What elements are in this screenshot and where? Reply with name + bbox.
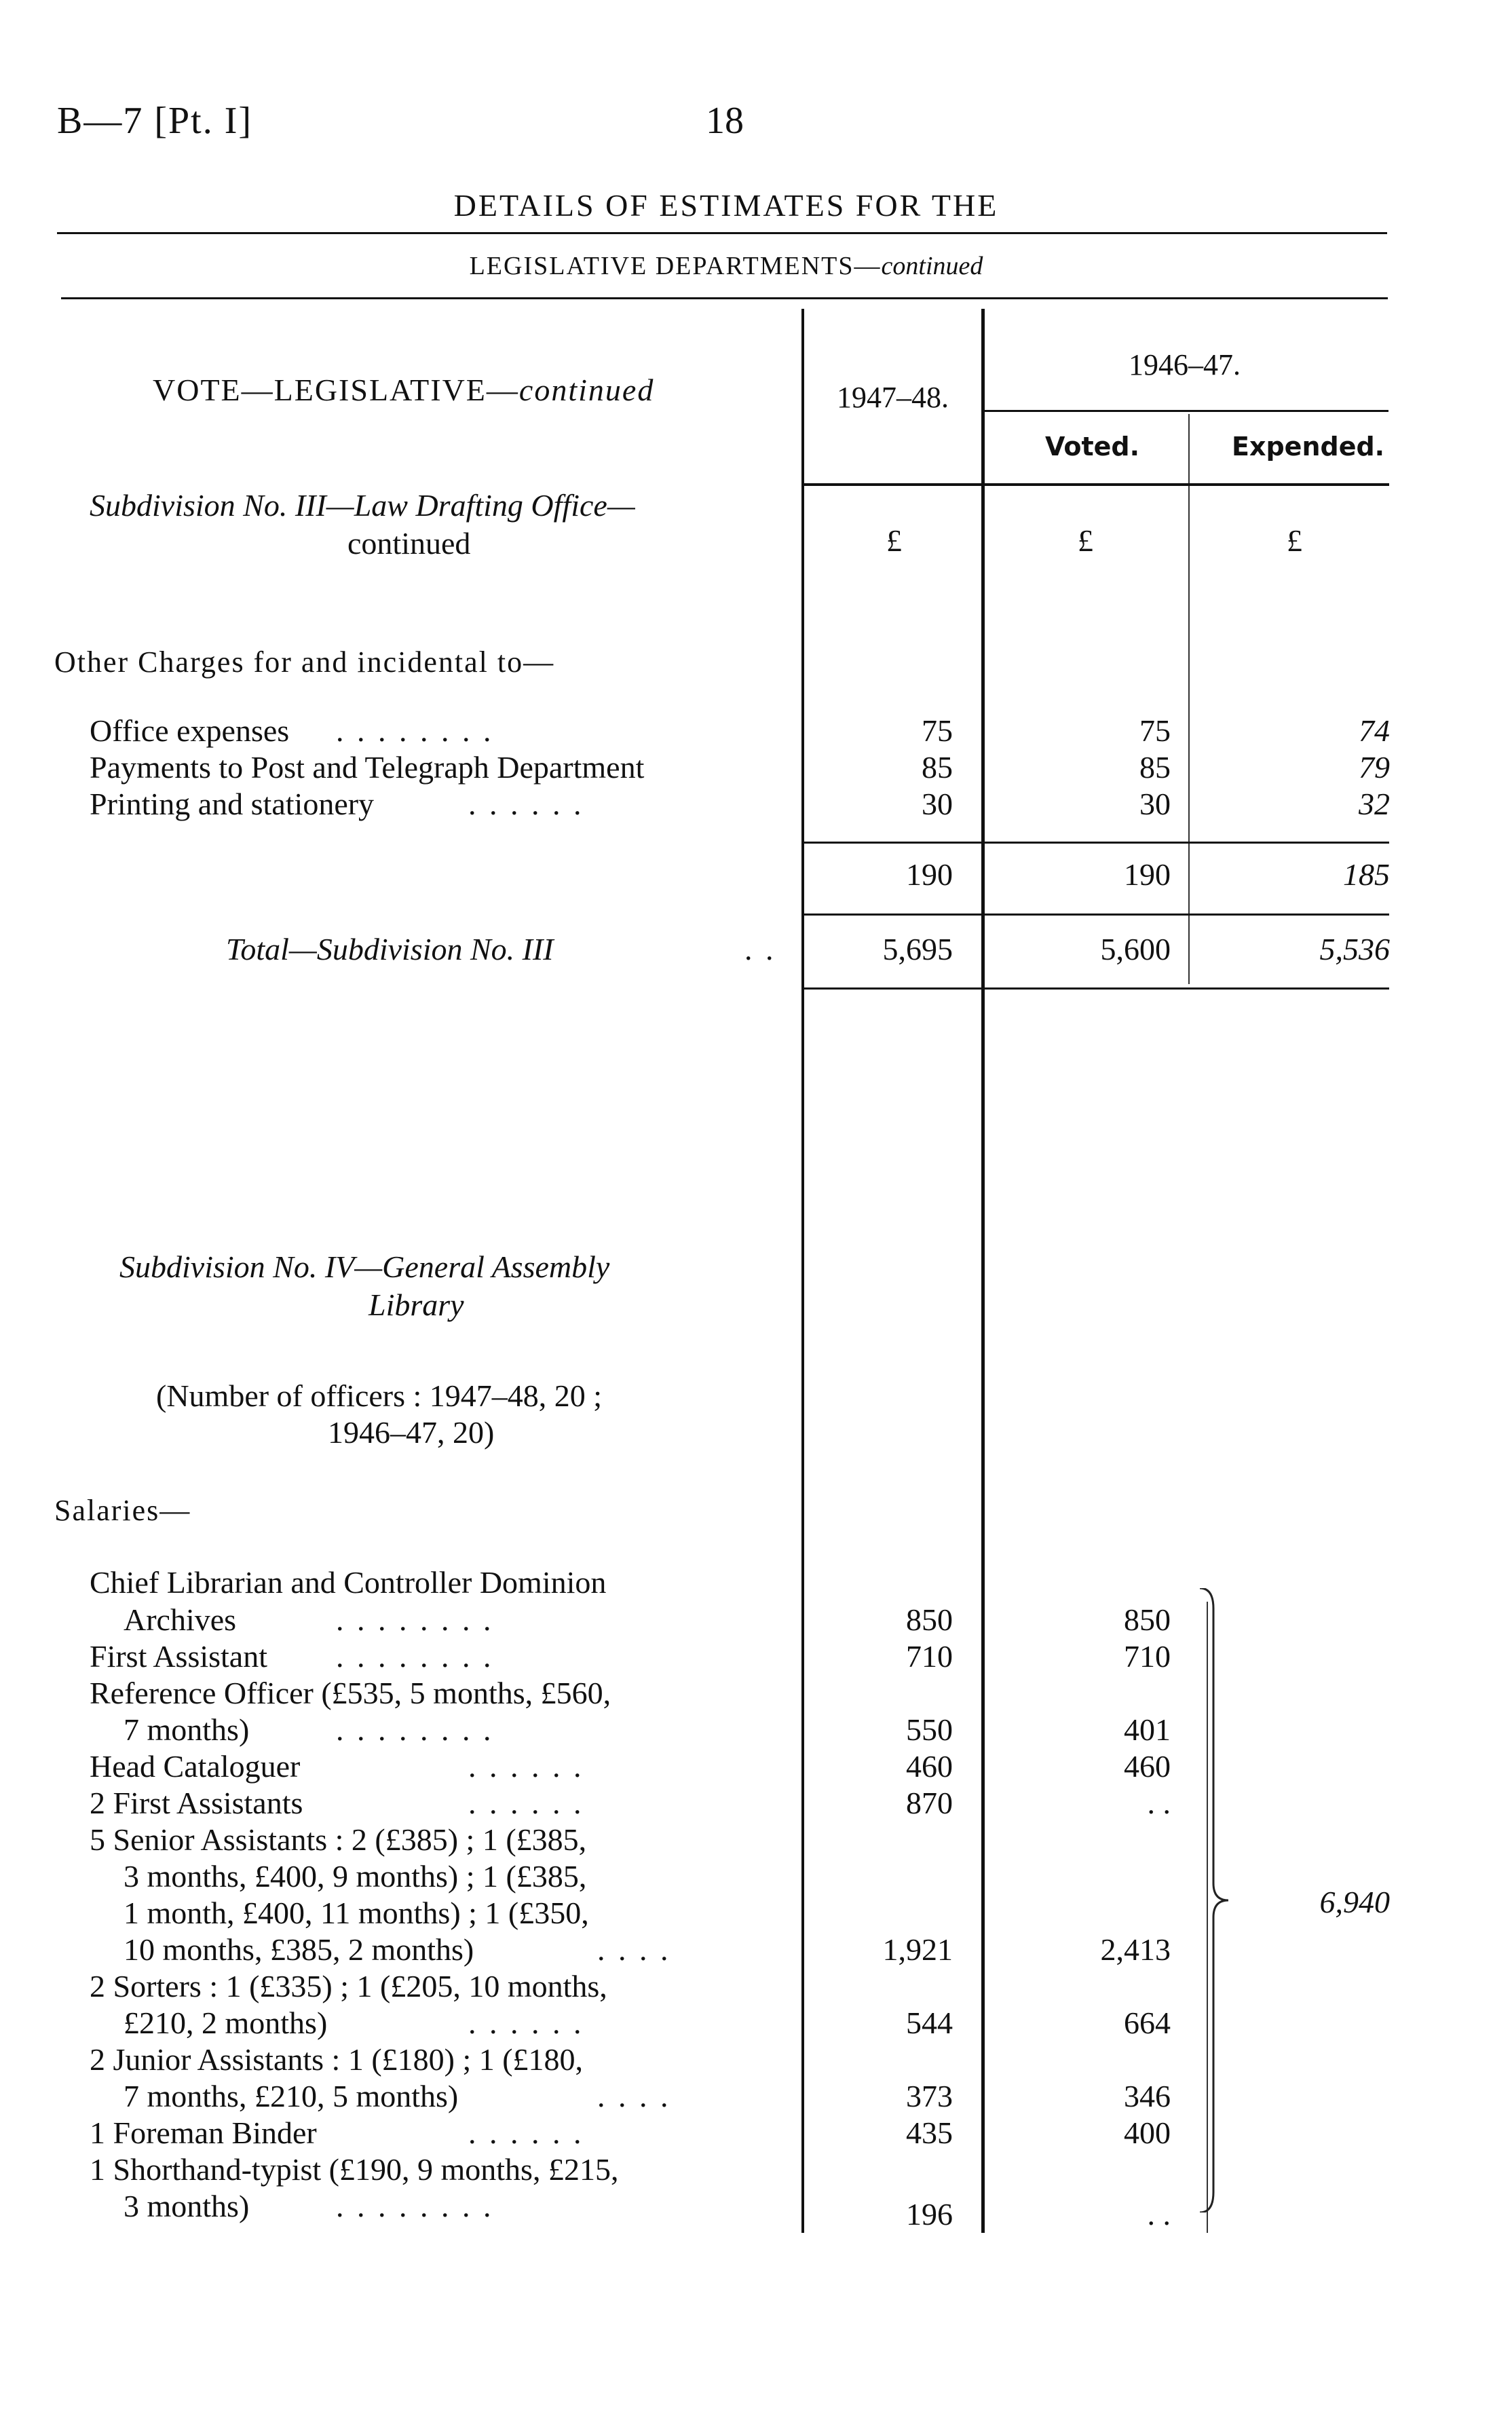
voted-heading: Voted. [1045,432,1140,462]
value-1947: 460 [906,1749,953,1784]
currency-expended: £ [1287,523,1302,558]
currency-voted: £ [1078,523,1093,558]
salary-line: 10 months, £385, 2 months) [124,1932,474,1967]
salary-line: 2 Sorters : 1 (£335) ; 1 (£205, 10 months, [90,1969,607,2003]
leader-dots: . . . . . . [468,787,584,821]
currency-1947: £ [886,523,902,558]
col-1947-heading: 1947–48. [837,381,949,414]
leader-dots: . . . . . . [468,2006,584,2040]
leader-dots: . . . . [597,2079,671,2113]
subtitle-rule [61,297,1388,299]
total-1947: 5,695 [882,932,953,966]
page-number: 18 [706,100,744,142]
salary-line: £210, 2 months) [124,2006,328,2040]
value-1947: 544 [906,2006,953,2040]
value-expended: 79 [1359,750,1390,785]
value-voted: . . [1147,2197,1171,2232]
grouping-bracket [1194,1588,1235,2213]
column-divider-2 [981,309,985,2233]
total-label: Total—Subdivision No. III [226,932,554,966]
leader-dots: . . . . . . . . [336,1639,494,1674]
value-voted: 75 [1139,713,1171,748]
value-voted: 401 [1124,1712,1171,1747]
salary-line: 7 months) [124,1712,250,1747]
subdivision-3-title: Subdivision No. III—Law Drafting Office— [90,488,635,523]
heading-rule [804,483,1389,486]
salary-line: Archives [124,1602,237,1637]
title-rule [57,232,1387,234]
subtotal-voted: 190 [1124,857,1171,892]
value-voted: 664 [1124,2006,1171,2040]
column-divider-3 [1188,414,1190,984]
salary-line: 5 Senior Assistants : 2 (£385) ; 1 (£385, [90,1822,587,1857]
value-expended: 74 [1359,713,1390,748]
salary-line: Head Cataloguer [90,1749,301,1784]
value-voted: 346 [1124,2079,1171,2113]
column-divider-1 [801,309,804,2233]
officers-count-cont: 1946–47, 20) [328,1415,495,1450]
document-reference: B—7 [Pt. I] [57,100,252,142]
salary-line: 1 month, £400, 11 months) ; 1 (£350, [124,1896,589,1930]
salaries-heading: Salaries— [54,1494,191,1527]
leader-dots: . . . . . . [468,2115,584,2150]
value-1947: 710 [906,1639,953,1674]
officers-count: (Number of officers : 1947–48, 20 ; [156,1378,603,1413]
subdivision-4-title-cont: Library [368,1287,464,1322]
vote-title: VOTE—LEGISLATIVE—continued [153,373,655,407]
salary-line: First Assistant [90,1639,268,1674]
value-1947: 75 [922,713,953,748]
salary-line: Reference Officer (£535, 5 months, £560, [90,1676,611,1710]
item-label: Printing and stationery [90,787,375,821]
value-1947: 1,921 [882,1932,953,1967]
salary-line: 2 Junior Assistants : 1 (£180) ; 1 (£180, [90,2042,584,2077]
item-label: Payments to Post and Telegraph Department [90,750,645,785]
value-1947: 870 [906,1786,953,1820]
value-1947: 373 [906,2079,953,2113]
salary-line: 3 months, £400, 9 months) ; 1 (£385, [124,1859,587,1894]
leader-dots: . . . . . . . . [336,2189,494,2223]
total-voted: 5,600 [1100,932,1171,966]
value-voted: 30 [1139,787,1171,821]
subdivision-4-title: Subdivision No. IV—General Assembly [119,1249,610,1284]
leader-dots: . . [744,932,776,966]
leader-dots: . . . . . . [468,1749,584,1784]
total-rule [804,914,1389,916]
leader-dots: . . . . . . . . [336,1712,494,1747]
salary-line: 3 months) [124,2189,250,2223]
value-voted: 400 [1124,2115,1171,2150]
page-subtitle: LEGISLATIVE DEPARTMENTS—continued [469,252,983,280]
subtotal-expended: 185 [1343,857,1390,892]
salary-line: 1 Foreman Binder [90,2115,317,2150]
expended-heading: Expended. [1232,432,1385,462]
value-voted: 2,413 [1100,1932,1171,1967]
leader-dots: . . . . . . [468,1786,584,1820]
value-1947: 850 [906,1602,953,1637]
subtotal-rule [804,842,1389,844]
subdivision-3-title-cont: continued [347,526,471,561]
col-1946-rule [985,410,1388,412]
value-1947: 435 [906,2115,953,2150]
salary-line: 2 First Assistants [90,1786,303,1820]
leader-dots: . . . . . . . . [336,713,494,748]
value-expended: 32 [1359,787,1390,821]
page-title: DETAILS OF ESTIMATES FOR THE [453,188,999,223]
value-voted: 850 [1124,1602,1171,1637]
salary-line: 1 Shorthand-typist (£190, 9 months, £215, [90,2152,619,2187]
value-1947: 550 [906,1712,953,1747]
value-1947: 85 [922,750,953,785]
item-label: Office expenses [90,713,290,748]
value-1947: 30 [922,787,953,821]
value-voted: 85 [1139,750,1171,785]
bracket-expended-total: 6,940 [1319,1885,1390,1919]
value-voted: . . [1147,1786,1171,1820]
total-expended: 5,536 [1319,932,1390,966]
col-1946-heading: 1946–47. [1129,348,1241,381]
value-voted: 710 [1124,1639,1171,1674]
leader-dots: . . . . . . . . [336,1602,494,1637]
subtotal-1947: 190 [906,857,953,892]
value-1947: 196 [906,2197,953,2232]
other-charges-heading: Other Charges for and incidental to— [54,645,555,679]
value-voted: 460 [1124,1749,1171,1784]
leader-dots: . . . . [597,1932,671,1967]
salary-line: 7 months, £210, 5 months) [124,2079,459,2113]
salary-line: Chief Librarian and Controller Dominion [90,1565,607,1600]
total-bottom-rule [804,987,1389,990]
